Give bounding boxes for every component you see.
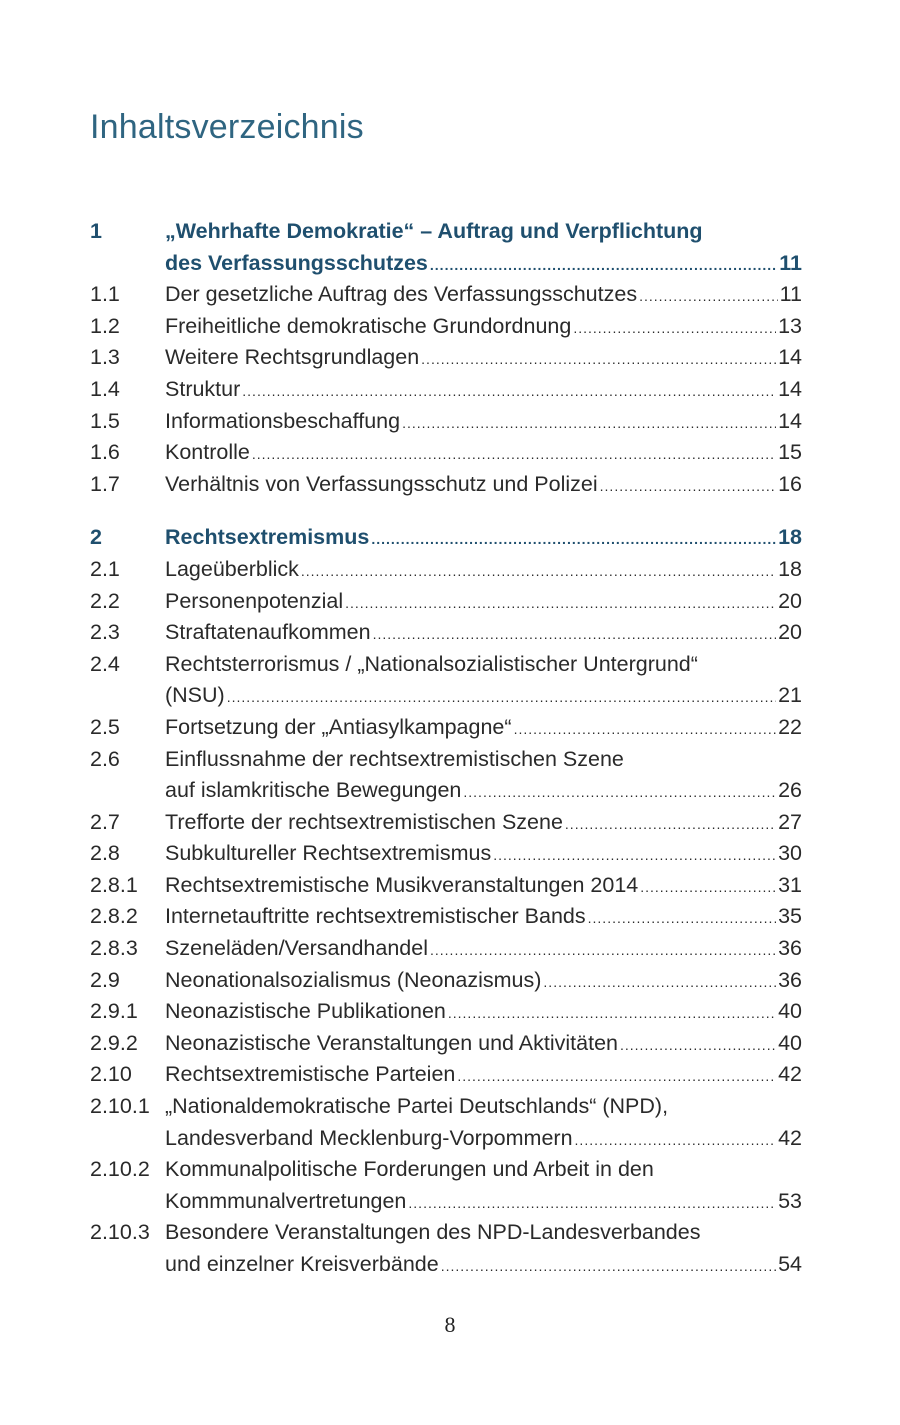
dot-leader <box>457 1061 776 1093</box>
toc-entry-title: des Verfassungsschutzes <box>165 250 428 275</box>
toc-entry-title: Personenpotenzial <box>165 588 344 613</box>
dot-leader <box>402 408 776 440</box>
toc-entry[interactable] <box>90 1028 802 1060</box>
toc-page-number: 22 <box>778 714 802 739</box>
toc-page-number: 42 <box>778 1125 802 1150</box>
toc-entry[interactable] <box>90 406 802 438</box>
toc-entry-title: Lageüberblick <box>165 556 299 581</box>
toc-entry-title: Internetauftritte rechtsextremistischer Bands <box>165 904 586 929</box>
toc-entry-number: 2.8.3 <box>90 936 138 961</box>
toc-page-number: 27 <box>778 809 802 834</box>
dot-leader <box>242 376 776 408</box>
toc-entry-title: Rechtsextremismus <box>165 525 370 550</box>
toc-chapter-entry[interactable] <box>90 248 802 280</box>
toc-entry-number: 2.10.2 <box>90 1157 150 1182</box>
toc-entry-number: 2.9.1 <box>90 999 138 1024</box>
dot-leader <box>463 777 776 809</box>
dot-leader <box>620 1030 776 1062</box>
dot-leader <box>371 524 776 556</box>
dot-leader <box>373 619 777 651</box>
dot-leader <box>408 1188 776 1220</box>
dot-leader <box>588 903 776 935</box>
toc-entry-number: 1.1 <box>90 282 120 307</box>
toc-entry-title: Rechtsextremistische Parteien <box>165 1062 456 1087</box>
toc-entry[interactable] <box>90 1249 802 1281</box>
toc-entry-title: Kommmunalvertretungen <box>165 1188 407 1213</box>
toc-entry-number: 2.8.2 <box>90 904 138 929</box>
toc-entry-title: Einflussnahme der rechtsextremistischen Szene <box>165 746 624 771</box>
toc-page-number: 14 <box>778 345 802 370</box>
toc-entry-number: 2 <box>90 525 102 550</box>
toc-entry[interactable] <box>90 342 802 374</box>
toc-entry-number: 2.4 <box>90 651 120 676</box>
toc-entry[interactable] <box>90 712 802 744</box>
toc-chapter-entry[interactable] <box>90 216 802 248</box>
toc-entry-number: 2.9 <box>90 967 120 992</box>
toc-entry[interactable] <box>90 1091 802 1123</box>
toc-entry-title: Kontrolle <box>165 440 250 465</box>
toc-entry-title: „Wehrhafte Demokratie“ – Auftrag und Verpflichtung <box>165 219 703 243</box>
dot-leader <box>573 313 776 345</box>
dot-leader <box>514 714 777 746</box>
toc-entry[interactable] <box>90 374 802 406</box>
toc-entry[interactable] <box>90 554 802 586</box>
toc-entry[interactable] <box>90 1154 802 1186</box>
toc-entry[interactable] <box>90 1059 802 1091</box>
toc-entry-number: 2.1 <box>90 556 120 581</box>
toc-page-number: 11 <box>779 250 802 275</box>
dot-leader <box>575 1125 777 1157</box>
toc-entry[interactable] <box>90 870 802 902</box>
toc-entry[interactable] <box>90 996 802 1028</box>
toc-page-number: 15 <box>778 440 802 465</box>
toc-entry[interactable] <box>90 469 802 501</box>
dot-leader <box>565 809 776 841</box>
toc-entry-title: Fortsetzung der „Antiasylkampagne“ <box>165 714 512 739</box>
toc-page-number: 36 <box>778 967 802 992</box>
toc-entry-title: Verhältnis von Verfassungsschutz und Polizei <box>165 471 598 496</box>
toc-entry-number: 1.6 <box>90 440 120 465</box>
toc-page-number: 36 <box>778 936 802 961</box>
dot-leader <box>543 967 776 999</box>
dot-leader <box>227 682 776 714</box>
toc-entry-title: Neonazistische Veranstaltungen und Aktivitäten <box>165 1030 618 1055</box>
toc-entry[interactable] <box>90 965 802 997</box>
toc-entry[interactable] <box>90 279 802 311</box>
dot-leader <box>301 556 776 588</box>
toc-entry-number: 2.10.1 <box>90 1094 150 1119</box>
toc-entry-title: Landesverband Mecklenburg-Vorpommern <box>165 1125 573 1150</box>
dot-leader <box>639 281 778 313</box>
toc-entry[interactable] <box>90 1123 802 1155</box>
toc-entry-title: auf islamkritische Bewegungen <box>165 778 462 803</box>
table-of-contents <box>90 216 802 1281</box>
toc-page-number: 18 <box>778 556 802 581</box>
dot-leader <box>252 439 776 471</box>
toc-entry-number: 2.9.2 <box>90 1030 138 1055</box>
toc-entry-title: Neonationalsozialismus (Neonazismus) <box>165 967 542 992</box>
toc-entry-number: 2.10 <box>90 1062 132 1087</box>
toc-entry-title: (NSU) <box>165 683 225 708</box>
toc-entry-title: Rechtsextremistische Musikveranstaltungen 2014 <box>165 872 639 897</box>
toc-page-number: 31 <box>778 872 802 897</box>
toc-page-number: 40 <box>778 999 802 1024</box>
toc-page-number: 20 <box>778 588 802 613</box>
toc-page-number: 13 <box>778 313 802 338</box>
toc-page-number: 53 <box>778 1188 802 1213</box>
toc-entry-number: 2.8 <box>90 841 120 866</box>
dot-leader <box>640 872 776 904</box>
dot-leader <box>430 935 776 967</box>
toc-page-number: 14 <box>778 376 802 401</box>
toc-entry-number: 1 <box>90 219 102 243</box>
toc-entry[interactable] <box>90 838 802 870</box>
toc-entry[interactable] <box>90 311 802 343</box>
dot-leader <box>430 250 777 282</box>
toc-page-number: 20 <box>778 620 802 645</box>
dot-leader <box>493 840 776 872</box>
toc-page-number: 18 <box>778 525 802 550</box>
toc-entry-number: 2.8.1 <box>90 872 138 897</box>
toc-entry[interactable] <box>90 680 802 712</box>
toc-page-number: 54 <box>778 1252 802 1276</box>
toc-entry-title: Szeneläden/Versandhandel <box>165 936 428 961</box>
toc-entry-title: Struktur <box>165 376 241 401</box>
toc-entry-number: 1.4 <box>90 376 120 401</box>
toc-entry-number: 2.3 <box>90 620 120 645</box>
dot-leader <box>421 344 776 376</box>
dot-leader <box>600 471 776 503</box>
toc-page-number: 35 <box>778 904 802 929</box>
toc-entry[interactable] <box>90 586 802 618</box>
toc-page-number: 11 <box>779 282 802 307</box>
page-title: Inhaltsverzeichnis <box>90 108 364 146</box>
toc-entry-title: Subkultureller Rechtsextremismus <box>165 841 492 866</box>
toc-page-number: 16 <box>778 471 802 496</box>
toc-page-number: 26 <box>778 778 802 803</box>
dot-leader <box>448 998 776 1030</box>
toc-entry[interactable] <box>90 744 802 776</box>
toc-entry-title: und einzelner Kreisverbände <box>165 1252 439 1276</box>
toc-entry[interactable] <box>90 649 802 681</box>
dot-leader <box>441 1251 776 1283</box>
toc-entry[interactable] <box>90 775 802 807</box>
dot-leader <box>345 588 776 620</box>
toc-entry[interactable] <box>90 1217 802 1249</box>
toc-entry-title: Informationsbeschaffung <box>165 408 401 433</box>
toc-entry-number: 2.2 <box>90 588 120 613</box>
page-number: 8 <box>444 1312 456 1337</box>
toc-entry-title: Straftatenaufkommen <box>165 620 371 645</box>
toc-entry-title: Besondere Veranstaltungen des NPD-Landesverbandes <box>165 1220 701 1245</box>
toc-entry[interactable] <box>90 933 802 965</box>
toc-entry[interactable] <box>90 807 802 839</box>
toc-entry-title: Kommunalpolitische Forderungen und Arbeit in den <box>165 1157 654 1182</box>
toc-entry-number: 2.7 <box>90 809 120 834</box>
chapter-spacer <box>90 500 802 522</box>
toc-entry-title: „Nationaldemokratische Partei Deutschlands“ (NPD), <box>165 1094 669 1119</box>
toc-page-number: 21 <box>778 683 802 708</box>
toc-entry-title: Rechtsterrorismus / „Nationalsozialistischer Untergrund“ <box>165 651 698 676</box>
toc-page-number: 14 <box>778 408 802 433</box>
toc-entry-number: 2.5 <box>90 714 120 739</box>
toc-entry-number: 1.5 <box>90 408 120 433</box>
toc-entry-number: 1.7 <box>90 471 120 496</box>
toc-entry[interactable] <box>90 901 802 933</box>
toc-entry-number: 2.6 <box>90 746 120 771</box>
toc-page-number: 40 <box>778 1030 802 1055</box>
toc-page-number: 42 <box>778 1062 802 1087</box>
toc-entry[interactable] <box>90 437 802 469</box>
toc-entry-number: 1.2 <box>90 313 120 338</box>
toc-entry-title: Trefforte der rechtsextremistischen Szene <box>165 809 563 834</box>
toc-entry[interactable] <box>90 1186 802 1218</box>
toc-entry-title: Der gesetzliche Auftrag des Verfassungsschutzes <box>165 282 638 307</box>
toc-entry[interactable] <box>90 617 802 649</box>
toc-chapter-entry[interactable] <box>90 522 802 554</box>
toc-entry-number: 2.10.3 <box>90 1220 150 1245</box>
toc-entry-title: Neonazistische Publikationen <box>165 999 446 1024</box>
toc-entry-title: Weitere Rechtsgrundlagen <box>165 345 420 370</box>
toc-entry-number: 1.3 <box>90 345 120 370</box>
toc-entry-title: Freiheitliche demokratische Grundordnung <box>165 313 572 338</box>
toc-page-number: 30 <box>778 841 802 866</box>
